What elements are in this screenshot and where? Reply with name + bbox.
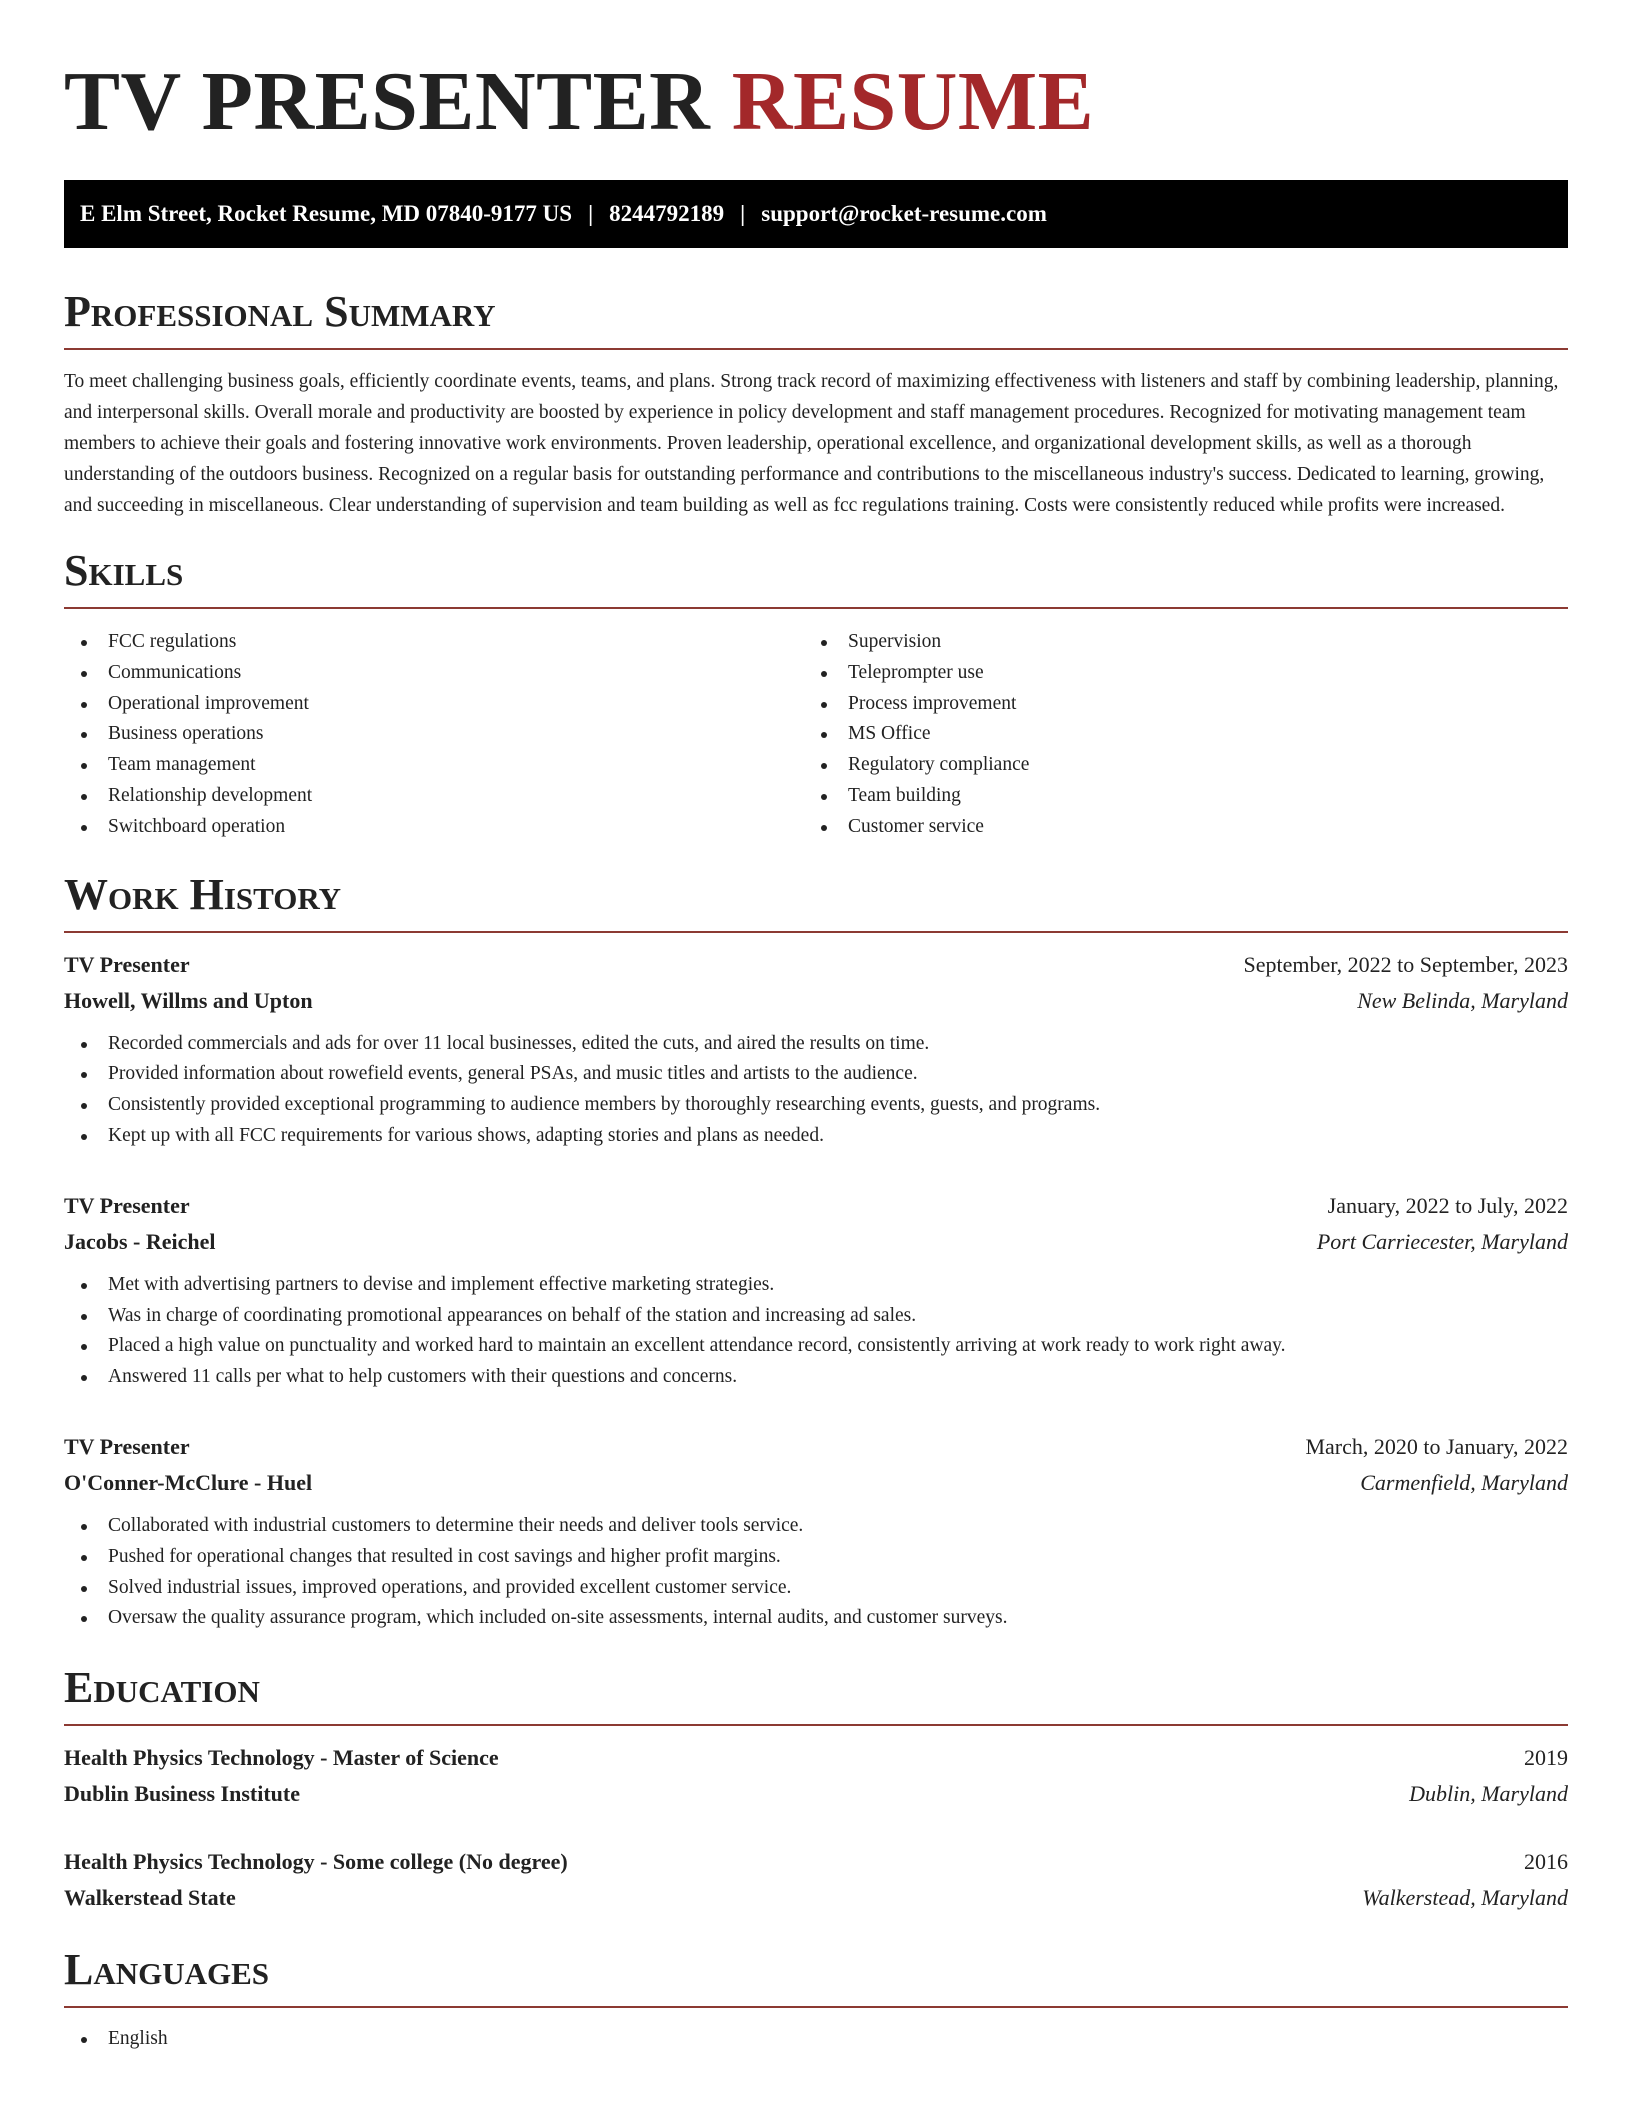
skill-item: Team building [804,781,1544,812]
skill-item: Business operations [64,719,804,750]
job-company: Jacobs - Reichel [64,1228,216,1254]
contact-email: support@rocket-resume.com [761,201,1047,226]
education-year: 2016 [1524,1849,1568,1875]
skill-item: MS Office [804,719,1544,750]
skill-item: Communications [64,658,804,689]
contact-bar [64,180,1568,248]
skills-list-left [64,627,804,843]
skill-item: Switchboard operation [64,812,804,843]
job-dates: January, 2022 to July, 2022 [1327,1192,1568,1218]
contact-address: E Elm Street, Rocket Resume, MD 07840-9177 US [80,201,573,226]
job-entry [64,1188,1568,1393]
education-school: Walkerstead State [64,1885,236,1911]
work-heading: Work History [64,871,1568,933]
job-bullets [64,1270,1568,1393]
job-bullet: Oversaw the quality assurance program, which included on-site assessments, internal audits, and customer surveys. [64,1603,1568,1634]
job-title: TV Presenter [64,951,190,977]
job-company: O'Conner-McClure - Huel [64,1469,313,1495]
skill-item: Regulatory compliance [804,750,1544,781]
skill-item: Customer service [804,812,1544,843]
skills-heading: Skills [64,547,1568,609]
work-section [64,871,1568,1635]
job-bullet: Answered 11 calls per what to help customers with their questions and concerns. [64,1362,1568,1393]
job-bullet: Placed a high value on punctuality and worked hard to maintain an excellent attendance record, consistently arriving at work ready to work right away. [64,1331,1568,1362]
summary-heading: Professional Summary [64,288,1568,350]
job-bullet: Recorded commercials and ads for over 11 local businesses, edited the cuts, and aired the results on time. [64,1029,1568,1060]
skills-section [64,547,1568,843]
education-degree: Health Physics Technology - Master of Science [64,1745,499,1771]
contact-separator: | [740,201,746,226]
skill-item: Operational improvement [64,689,804,720]
languages-section [64,1946,1568,2055]
skills-list-right [804,627,1544,843]
education-degree: Health Physics Technology - Some college (No degree) [64,1849,568,1875]
job-bullet: Consistently provided exceptional programming to audience members by thoroughly researching events, guests, and programs. [64,1090,1568,1121]
job-dates: September, 2022 to September, 2023 [1243,951,1568,977]
job-title: TV Presenter [64,1192,190,1218]
job-bullet: Provided information about rowefield events, general PSAs, and music titles and artists to the audience. [64,1059,1568,1090]
job-company-row [64,983,1568,1019]
job-bullet: Collaborated with industrial customers to determine their needs and deliver tools service. [64,1511,1568,1542]
summary-section [64,288,1568,521]
contact-phone: 8244792189 [609,201,725,226]
job-bullet: Was in charge of coordinating promotional appearances on behalf of the station and increasing ad sales. [64,1301,1568,1332]
education-school-row [64,1776,1568,1812]
education-year: 2019 [1524,1745,1568,1771]
education-entry [64,1844,1568,1916]
contact-separator: | [588,201,594,226]
skill-item: Process improvement [804,689,1544,720]
job-company: Howell, Willms and Upton [64,987,313,1013]
education-entry [64,1740,1568,1812]
education-location: Dublin, Maryland [1409,1781,1568,1807]
job-location: Carmenfield, Maryland [1360,1469,1568,1495]
job-bullet: Kept up with all FCC requirements for various shows, adapting stories and plans as needed. [64,1121,1568,1152]
languages-list [64,2024,1568,2055]
job-bullet: Met with advertising partners to devise and implement effective marketing strategies. [64,1270,1568,1301]
job-dates: March, 2020 to January, 2022 [1305,1433,1568,1459]
job-title-row [64,1188,1568,1224]
languages-heading: Languages [64,1946,1568,2008]
skill-item: Relationship development [64,781,804,812]
job-entry [64,947,1568,1152]
language-item: English [64,2024,1568,2055]
skill-item: Team management [64,750,804,781]
job-bullet: Pushed for operational changes that resulted in cost savings and higher profit margins. [64,1542,1568,1573]
education-section [64,1664,1568,1916]
skill-item: Supervision [804,627,1544,658]
job-bullets [64,1511,1568,1634]
summary-text: To meet challenging business goals, efficiently coordinate events, teams, and plans. Strong track record of maximizing effectiveness with listeners and staff by combining leadership, planning, and interpersonal skills. Overall morale and productivity are boosted by experience in policy development and staff management procedures. Recognized for motivating management team members to achieve their goals and fostering innovative work environments. Proven leadership, operational excellence, and organizational development skills, as well as a thorough understanding of the outdoors business. Recognized on a regular basis for outstanding performance and contributions to the miscellaneous industry's success. Dedicated to learning, growing, and succeeding in miscellaneous. Clear understanding of supervision and team building as well as fcc regulations training. Costs were consistently reduced while profits were increased. [64,371,1559,516]
education-degree-row [64,1844,1568,1880]
job-title-row [64,947,1568,983]
skills-columns [64,627,1568,843]
skill-item: FCC regulations [64,627,804,658]
job-location: Port Carriecester, Maryland [1316,1228,1568,1254]
title-part-2: RESUME [731,55,1095,148]
job-bullet: Solved industrial issues, improved operations, and provided excellent customer service. [64,1573,1568,1604]
job-entry [64,1429,1568,1634]
education-degree-row [64,1740,1568,1776]
skill-item: Teleprompter use [804,658,1544,689]
title-part-1: TV PRESENTER [64,55,711,148]
resume-page [64,0,1568,2055]
education-school-row [64,1880,1568,1916]
job-title: TV Presenter [64,1433,190,1459]
education-school: Dublin Business Institute [64,1781,300,1807]
job-location: New Belinda, Maryland [1357,987,1568,1013]
job-bullets [64,1029,1568,1152]
education-heading: Education [64,1664,1568,1726]
job-company-row [64,1465,1568,1501]
resume-title [64,54,1568,150]
job-title-row [64,1429,1568,1465]
job-company-row [64,1224,1568,1260]
education-location: Walkerstead, Maryland [1362,1885,1568,1911]
